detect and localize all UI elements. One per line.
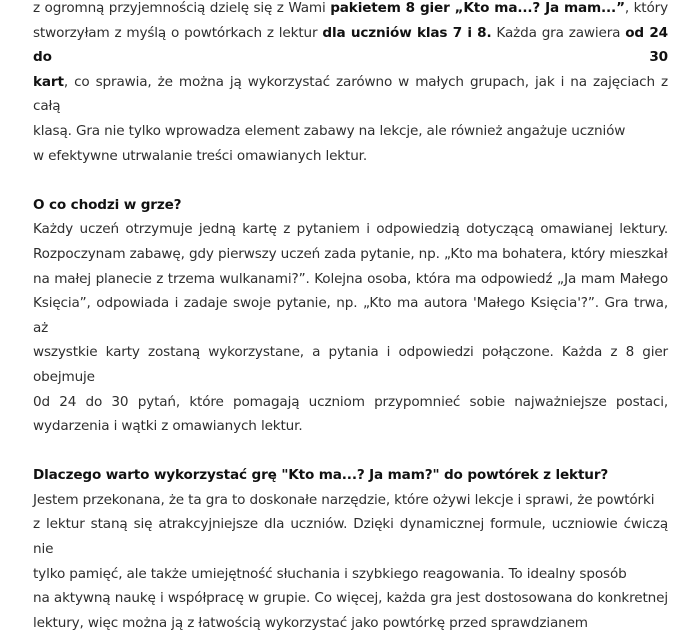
intro-text: stworzyłam z myślą o powtórkach z lektur bbox=[33, 24, 323, 41]
intro-text: , który bbox=[624, 0, 668, 16]
what-line-4: Księcia”, odpowiada i zadaje swoje pytanie, np. „Kto ma autora 'Małego Księcia'?”. Gra trwa, aż bbox=[33, 295, 668, 336]
what-line-2: Rozpoczynam zabawę, gdy pierwszy uczeń zada pytanie, np. „Kto ma bohatera, który mieszkał bbox=[33, 245, 668, 262]
intro-bold-cards: kart bbox=[33, 73, 64, 90]
what-line-3: na małej planecie z trzema wulkanami?”. Kolejna osoba, która ma odpowiedź „Ja mam Małego bbox=[33, 270, 668, 287]
intro-line-3 bbox=[33, 70, 668, 119]
intro-line-4 bbox=[33, 119, 668, 144]
intro-text: w efektywne utrwalanie treści omawianych lektur. bbox=[33, 147, 368, 164]
spacer bbox=[33, 168, 668, 193]
intro-line-1 bbox=[33, 0, 668, 21]
what-line-6: 0d 24 do 30 pytań, które pomagają uczniom przypomnieć sobie najważniejsze postaci, bbox=[33, 393, 668, 410]
why-line-4: na aktywną naukę i współpracę w grupie. Co więcej, każda gra jest dostosowana do konkretnej bbox=[33, 590, 668, 607]
intro-bold-package: pakietem 8 gier „Kto ma...? Ja mam...” bbox=[330, 0, 625, 16]
intro-text: z ogromną przyjemnością dzielę się z Wami bbox=[33, 0, 331, 16]
section-heading-what: O co chodzi w grze? bbox=[33, 196, 182, 213]
why-line-5: lektury, więc można ją z łatwością wykorzystać jako powtórkę przed sprawdzianem bbox=[33, 614, 588, 631]
section-what-paragraph bbox=[33, 217, 668, 438]
intro-line-5 bbox=[33, 144, 668, 169]
section-heading-why: Dlaczego warto wykorzystać grę "Kto ma...? Ja mam?" do powtórek z lektur? bbox=[33, 467, 609, 484]
why-line-1: Jestem przekonana, że ta gra to doskonałe narzędzie, które ożywi lekcje i sprawi, że powtórki bbox=[33, 491, 655, 508]
intro-bold-audience: dla uczniów klas 7 i 8. bbox=[322, 24, 492, 41]
what-line-7: wydarzenia i wątki z omawianych lektur. bbox=[33, 418, 303, 435]
intro-text: klasą. Gra nie tylko wprowadza element zabawy na lekcje, ale również angażuje uczniów bbox=[33, 122, 626, 139]
what-line-5: wszystkie karty zostaną wykorzystane, a pytania i odpowiedzi połączone. Każda z 8 gier obejmuje bbox=[33, 344, 668, 385]
document-page bbox=[33, 0, 668, 635]
intro-line-2 bbox=[33, 21, 668, 70]
why-line-2: z lektur staną się atrakcyjniejsze dla uczniów. Dzięki dynamicznej formule, uczniowie ćwiczą nie bbox=[33, 516, 668, 558]
what-line-1: Każdy uczeń otrzymuje jedną kartę z pytaniem i odpowiedzią dotyczącą omawianej lektury. bbox=[33, 221, 668, 238]
intro-paragraph bbox=[33, 0, 668, 168]
section-why-paragraph bbox=[33, 488, 668, 635]
spacer bbox=[33, 439, 668, 464]
intro-bold-count: od 24 do 30 bbox=[33, 24, 668, 66]
why-line-3: tylko pamięć, ale także umiejętność słuchania i szybkiego reagowania. To idealny sposób bbox=[33, 565, 627, 582]
intro-text: , co sprawia, że można ją wykorzystać zarówno w małych grupach, jak i na zajęciach z całą bbox=[33, 73, 668, 115]
intro-text: Każda gra zawiera bbox=[491, 24, 626, 41]
